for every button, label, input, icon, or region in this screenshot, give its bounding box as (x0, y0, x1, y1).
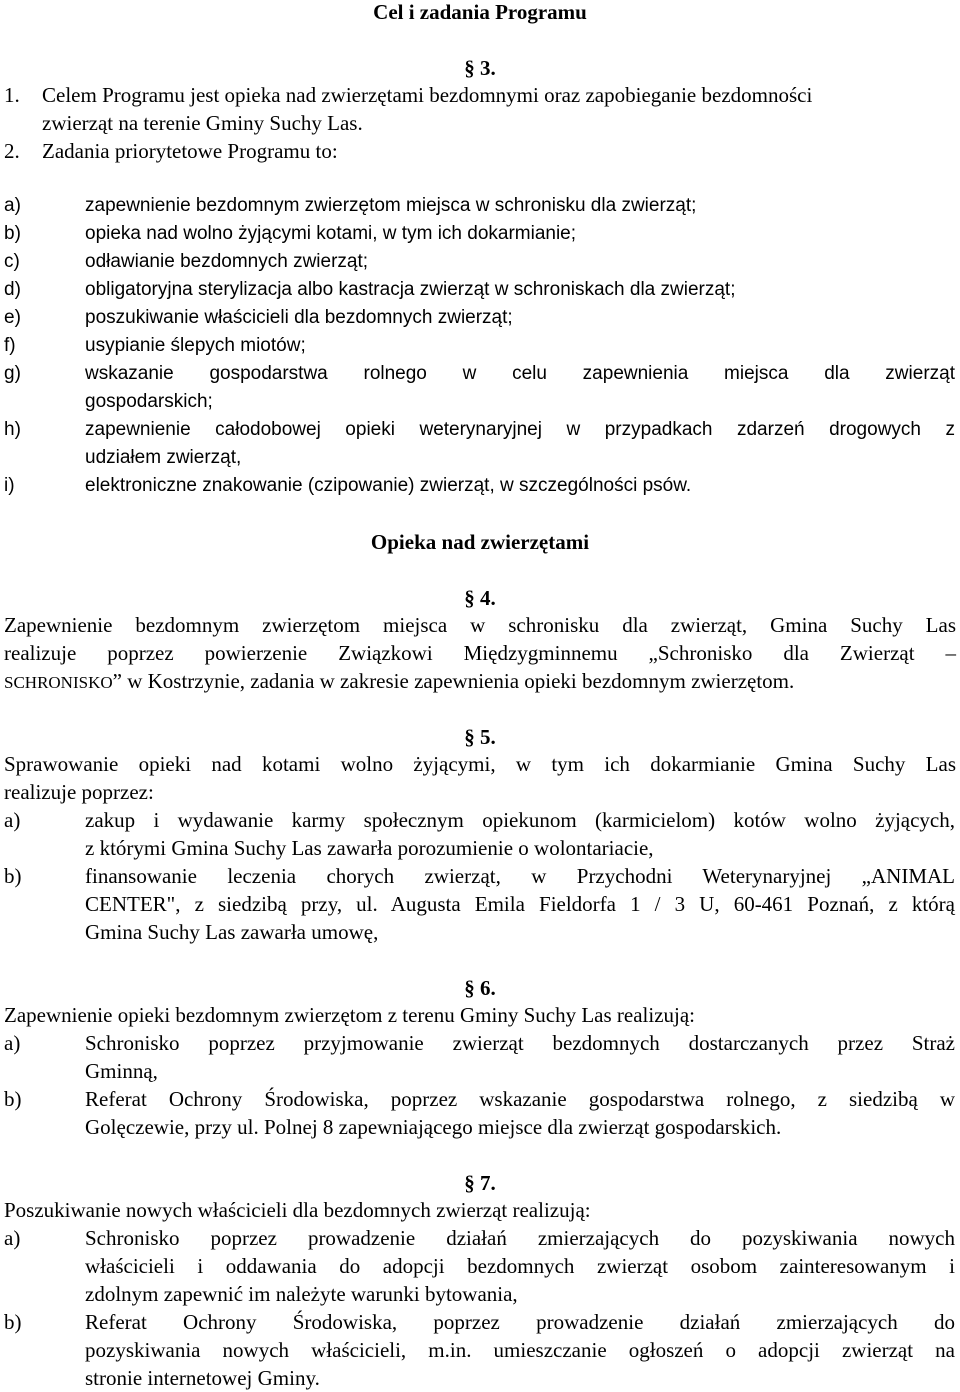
point-1-line-2: zwierząt na terenie Gminy Suchy Las. (42, 111, 363, 135)
list-item-continuation: właścicieli i oddawania do adopcji bezdomnych zwierząt osobom zainteresowanym i (85, 1254, 955, 1278)
list-item-label: a) (4, 195, 21, 216)
list-item-label: a) (4, 1226, 21, 1250)
section-3-number: § 3. (464, 56, 496, 80)
list-item: Schronisko poprzez prowadzenie działań zmierzających do pozyskiwania nowych (85, 1226, 955, 1250)
list-item-label: b) (4, 1310, 22, 1334)
list-item-label: a) (4, 1031, 21, 1055)
point-2-text: Zadania priorytetowe Programu to: (42, 139, 338, 163)
section-4-number: § 4. (464, 586, 496, 610)
point-1-line-1: Celem Programu jest opieka nad zwierzętami bezdomnymi oraz zapobieganie bezdomności (42, 83, 813, 107)
list-item: elektroniczne znakowanie (czipowanie) zwierząt, w szczególności psów. (85, 475, 692, 496)
list-item-continuation: gospodarskich; (85, 391, 213, 412)
section-6-number: § 6. (464, 976, 496, 1000)
list-item-continuation: udziałem zwierząt, (85, 447, 242, 468)
list-item: Schronisko poprzez przyjmowanie zwierząt bezdomnych dostarczanych przez Straż (85, 1031, 955, 1055)
section-7-number: § 7. (464, 1171, 496, 1195)
list-item-label: d) (4, 279, 21, 300)
section-6-line-1: Zapewnienie opieki bezdomnym zwierzętom z terenu Gminy Suchy Las realizują: (4, 1003, 696, 1027)
list-item-continuation: stronie internetowej Gminy. (85, 1366, 320, 1390)
section-7-line-1: Poszukiwanie nowych właścicieli dla bezdomnych zwierząt realizują: (4, 1198, 591, 1222)
list-item-label: f) (4, 335, 16, 356)
section-4-line-3 (4, 669, 794, 693)
list-item: obligatoryjna sterylizacja albo kastracja zwierząt w schroniskach dla zwierząt; (85, 279, 736, 300)
list-item-continuation: CENTER", z siedzibą przy, ul. Augusta Emila Fieldorfa 1 / 3 U, 60-461 Poznań, z którą (85, 892, 955, 916)
list-item-label: e) (4, 307, 21, 328)
list-item-continuation: Golęczewie, przy ul. Polnej 8 zapewniającego miejsce dla zwierząt gospodarskich. (85, 1115, 782, 1139)
list-item-label: g) (4, 363, 21, 384)
list-item: zapewnienie bezdomnym zwierzętom miejsca w schronisku dla zwierząt; (85, 195, 697, 216)
list-item-label: b) (4, 223, 21, 244)
page-title: Cel i zadania Programu (373, 0, 587, 24)
list-item-label: c) (4, 251, 20, 272)
list-item-continuation: zdolnym zapewnić im należyte warunki bytowania, (85, 1282, 518, 1306)
list-item: Referat Ochrony Środowiska, poprzez prowadzenie działań zmierzających do (85, 1310, 955, 1334)
list-item-label: b) (4, 1087, 22, 1111)
section-heading-opieka: Opieka nad zwierzętami (370, 530, 590, 554)
list-item-continuation: Gmina Suchy Las zawarła umowę, (85, 920, 379, 944)
list-item: odławianie bezdomnych zwierząt; (85, 251, 369, 272)
section-4-line-3-rest: ” w Kostrzynie, zadania w zakresie zapewnienia opieki bezdomnym zwierzętom. (112, 669, 795, 693)
list-item: wskazanie gospodarstwa rolnego w celu zapewnienia miejsca dla zwierząt (85, 363, 955, 384)
section-4-line-2: realizuje poprzez powierzenie Związkowi Międzygminnemu „Schronisko dla Zwierząt – (4, 641, 956, 665)
point-1-label: 1. (4, 83, 20, 107)
list-item: finansowanie leczenia chorych zwierząt, w Przychodni Weterynaryjnej „ANIMAL (85, 864, 955, 888)
list-item: Referat Ochrony Środowiska, poprzez wskazanie gospodarstwa rolnego, z siedzibą w (85, 1087, 955, 1111)
list-item-continuation: z którymi Gmina Suchy Las zawarła porozumienie o wolontariacie, (85, 836, 654, 860)
schronisko-caps: SCHRONISKO (4, 673, 113, 692)
list-item-continuation: Gminną, (85, 1059, 158, 1083)
list-item: opieka nad wolno żyjącymi kotami, w tym ich dokarmianie; (85, 223, 577, 244)
list-item-continuation: pozyskiwania nowych właścicieli, m.in. umieszczanie ogłoszeń o adopcji zwierząt na (85, 1338, 955, 1362)
list-item: zakup i wydawanie karmy społecznym opiekunom (karmicielom) kotów wolno żyjących, (85, 808, 955, 832)
list-item-label: b) (4, 864, 22, 888)
section-5-line-2: realizuje poprzez: (4, 780, 154, 804)
list-item-label: a) (4, 808, 21, 832)
section-5-line-1: Sprawowanie opieki nad kotami wolno żyjącymi, w tym ich dokarmianie Gmina Suchy Las (4, 752, 956, 776)
list-item: usypianie ślepych miotów; (85, 335, 306, 356)
point-2-label: 2. (4, 139, 20, 163)
section-5-number: § 5. (464, 725, 496, 749)
list-item-label: i) (4, 475, 15, 496)
list-item-label: h) (4, 419, 21, 440)
list-item: zapewnienie całodobowej opieki weterynaryjnej w przypadkach zdarzeń drogowych z (85, 419, 955, 440)
list-item: poszukiwanie właścicieli dla bezdomnych zwierząt; (85, 307, 513, 328)
section-4-line-1: Zapewnienie bezdomnym zwierzętom miejsca w schronisku dla zwierząt, Gmina Suchy Las (4, 613, 956, 637)
